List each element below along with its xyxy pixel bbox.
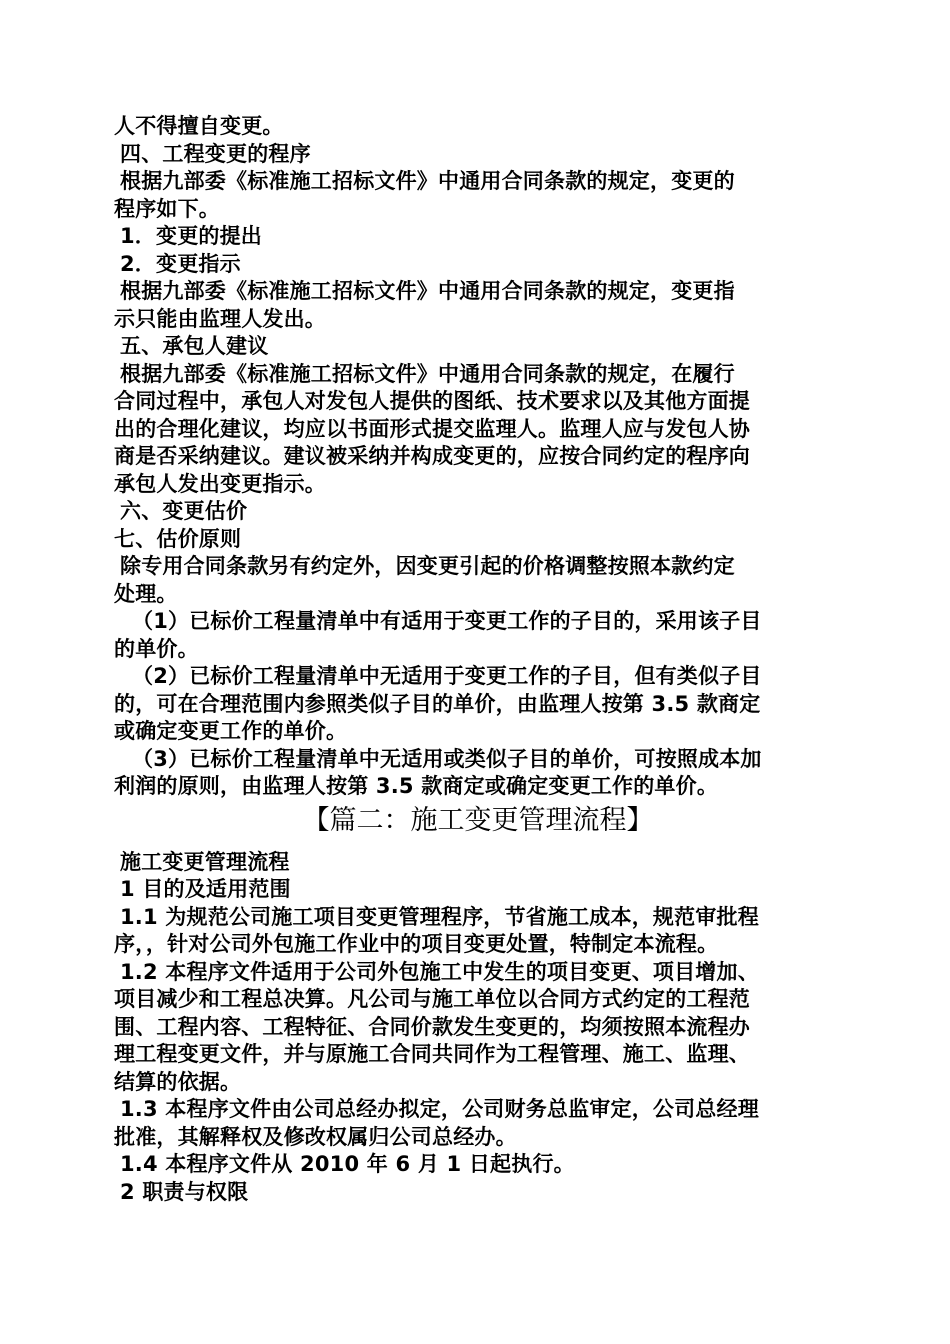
text-line: 程序如下。: [114, 196, 220, 221]
text-line: 根据九部委《标准施工招标文件》中通用合同条款的规定，变更的: [120, 169, 735, 193]
text-line: 批准，其解释权及修改权属归公司总经办。: [114, 1124, 517, 1149]
text-line: 项目减少和工程总决算。凡公司与施工单位以合同方式约定的工程范: [114, 987, 750, 1011]
section-title: 【篇二：施工变更管理流程】: [302, 804, 654, 836]
list-item: （1）已标价工程量清单中有适用于变更工作的子目的，采用该子目: [132, 609, 762, 633]
list-item: （3）已标价工程量清单中无适用或类似子目的单价，可按照成本加: [132, 746, 762, 771]
text-line: 的，可在合理范围内参照类似子目的单价，由监理人按第 3.5 款商定: [114, 691, 761, 716]
heading-contractor-proposal: 五、承包人建议: [120, 334, 269, 358]
text-line: 合同过程中，承包人对发包人提供的图纸、技术要求以及其他方面提: [114, 389, 750, 413]
heading-purpose-scope: 1 目的及适用范围: [120, 877, 291, 901]
heading-change-procedure: 四、工程变更的程序: [120, 141, 311, 166]
text-line: 或确定变更工作的单价。: [114, 719, 348, 743]
text-line: 1.2 本程序文件适用于公司外包施工中发生的项目变更、项目增加、: [120, 959, 759, 984]
list-item: 1．变更的提出: [120, 224, 263, 248]
text-line: 结算的依据。: [114, 1069, 242, 1094]
text-line: 1.3 本程序文件由公司总经办拟定，公司财务总监审定，公司总经理: [120, 1097, 759, 1121]
text-line: 除专用合同条款另有约定外，因变更引起的价格调整按照本款约定: [120, 554, 735, 578]
text-line: 利润的原则，由监理人按第 3.5 款商定或确定变更工作的单价。: [114, 774, 719, 798]
text-line: 根据九部委《标准施工招标文件》中通用合同条款的规定，变更指: [120, 279, 735, 303]
text-line: 的单价。: [114, 636, 199, 661]
text-line: 人不得擅自变更。: [114, 114, 284, 138]
text-line: 承包人发出变更指示。: [114, 471, 326, 496]
heading-change-valuation: 六、变更估价: [120, 499, 248, 523]
text-line: 处理。: [114, 581, 178, 606]
document-body: [114, 113, 842, 1206]
text-line: 根据九部委《标准施工招标文件》中通用合同条款的规定，在履行: [120, 361, 735, 386]
text-line: 出的合理化建议，均应以书面形式提交监理人。监理人应与发包人协: [114, 416, 750, 441]
text-line: 1.4 本程序文件从 2010 年 6 月 1 日起执行。: [120, 1152, 575, 1176]
text-line: 1.1 为规范公司施工项目变更管理程序，节省施工成本，规范审批程: [120, 904, 759, 929]
text-line: 序，，针对公司外包施工作业中的项目变更处置，特制定本流程。: [114, 932, 719, 956]
text-line: 商是否采纳建议。建议被采纳并构成变更的，应按合同约定的程序向: [114, 444, 750, 468]
list-item: 2．变更指示: [120, 251, 241, 276]
text-line: 围、工程内容、工程特征、合同价款发生变更的，均须按照本流程办: [114, 1014, 750, 1039]
heading-process-name: 施工变更管理流程: [120, 849, 290, 874]
heading-valuation-principle: 七、估价原则: [114, 526, 242, 551]
heading-responsibilities: 2 职责与权限: [120, 1179, 249, 1204]
list-item: （2）已标价工程量清单中无适用于变更工作的子目，但有类似子目: [132, 664, 762, 688]
text-line: 示只能由监理人发出。: [114, 306, 326, 331]
text-line: 理工程变更文件，并与原施工合同共同作为工程管理、施工、监理、: [114, 1042, 750, 1066]
